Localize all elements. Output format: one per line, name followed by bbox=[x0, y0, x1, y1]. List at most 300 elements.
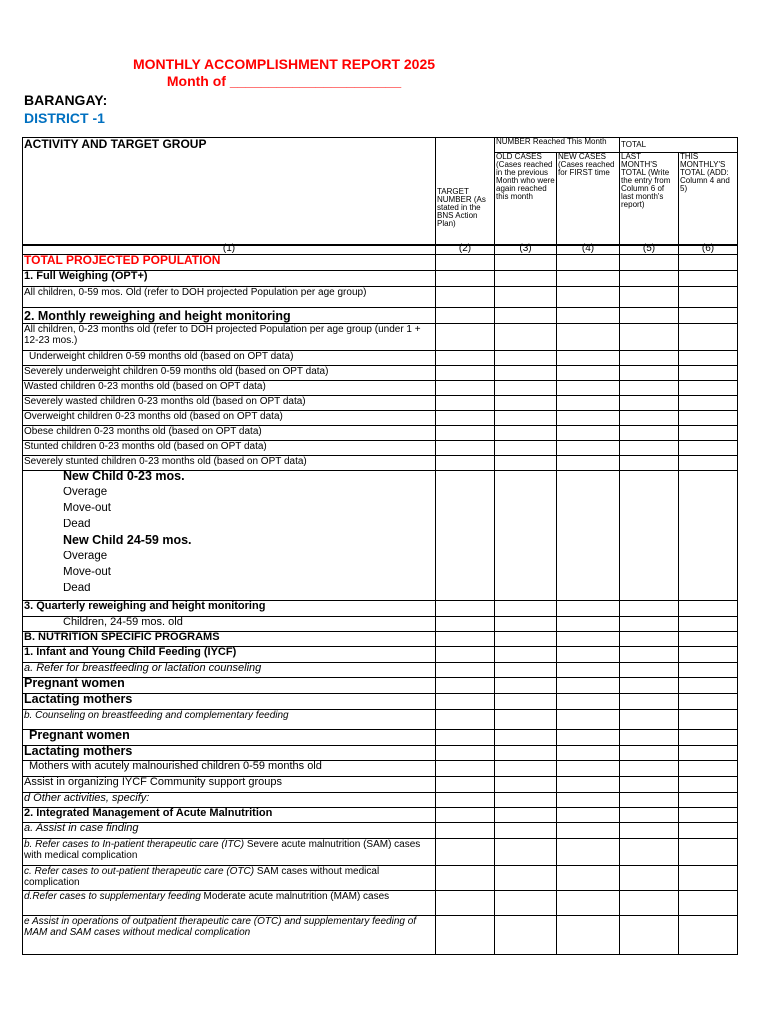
entry-cell[interactable] bbox=[495, 255, 557, 271]
activity-label: Pregnant women bbox=[23, 678, 436, 694]
entry-cell[interactable] bbox=[679, 777, 738, 793]
entry-cell[interactable] bbox=[495, 839, 557, 866]
entry-cell[interactable] bbox=[620, 551, 679, 567]
table-row bbox=[23, 255, 738, 271]
col-number-1: (1) bbox=[23, 237, 436, 254]
entry-cell[interactable] bbox=[436, 351, 495, 366]
table-row bbox=[23, 287, 738, 308]
entry-cell[interactable] bbox=[679, 441, 738, 456]
activity-label: d Other activities, specify: bbox=[23, 793, 436, 808]
entry-cell[interactable] bbox=[679, 678, 738, 694]
entry-cell[interactable] bbox=[620, 839, 679, 866]
entry-cell[interactable] bbox=[620, 567, 679, 583]
barangay-label: BARANGAY: bbox=[24, 92, 108, 108]
entry-cell[interactable] bbox=[620, 503, 679, 519]
activity-label: Obese children 0-23 months old (based on OPT data) bbox=[23, 426, 436, 441]
entry-cell[interactable] bbox=[436, 632, 495, 647]
entry-cell[interactable] bbox=[679, 456, 738, 471]
entry-cell[interactable] bbox=[557, 617, 620, 632]
activity-label: 2. Integrated Management of Acute Malnutrition bbox=[23, 808, 436, 823]
table-row bbox=[23, 426, 738, 441]
entry-cell[interactable] bbox=[436, 678, 495, 694]
entry-cell[interactable] bbox=[436, 487, 495, 503]
entry-cell[interactable] bbox=[620, 583, 679, 601]
entry-cell[interactable] bbox=[620, 694, 679, 710]
table-row bbox=[23, 647, 738, 663]
table-row bbox=[23, 271, 738, 287]
entry-cell[interactable] bbox=[436, 324, 495, 351]
entry-cell[interactable] bbox=[436, 519, 495, 535]
entry-cell[interactable] bbox=[620, 663, 679, 678]
header-total: TOTAL bbox=[620, 138, 738, 153]
entry-cell[interactable] bbox=[557, 503, 620, 519]
col-number-5: (5) bbox=[620, 237, 679, 254]
table-row bbox=[23, 324, 738, 351]
entry-cell[interactable] bbox=[495, 678, 557, 694]
entry-cell[interactable] bbox=[679, 366, 738, 381]
entry-cell[interactable] bbox=[679, 324, 738, 351]
entry-cell[interactable] bbox=[557, 396, 620, 411]
entry-cell[interactable] bbox=[557, 366, 620, 381]
entry-cell[interactable] bbox=[679, 839, 738, 866]
table-row bbox=[23, 567, 738, 583]
table-row bbox=[23, 351, 738, 366]
activity-label-text: SAM cases without medical complication bbox=[24, 866, 380, 888]
activity-label bbox=[23, 891, 436, 916]
table-row bbox=[23, 601, 738, 617]
table-row bbox=[23, 632, 738, 647]
col-number-3: (3) bbox=[495, 237, 557, 254]
table-row bbox=[23, 503, 738, 519]
activity-label: New Child 0-23 mos. bbox=[23, 471, 436, 487]
entry-cell[interactable] bbox=[679, 694, 738, 710]
activity-label: Move-out bbox=[23, 503, 436, 519]
entry-cell[interactable] bbox=[620, 308, 679, 324]
entry-cell[interactable] bbox=[679, 916, 738, 955]
table-row bbox=[23, 411, 738, 426]
entry-cell[interactable] bbox=[557, 471, 620, 487]
entry-cell[interactable] bbox=[495, 866, 557, 891]
entry-cell[interactable] bbox=[495, 287, 557, 308]
entry-cell[interactable] bbox=[495, 535, 557, 551]
entry-cell[interactable] bbox=[557, 663, 620, 678]
entry-cell[interactable] bbox=[436, 891, 495, 916]
entry-cell[interactable] bbox=[620, 456, 679, 471]
entry-cell[interactable] bbox=[620, 632, 679, 647]
entry-cell[interactable] bbox=[495, 746, 557, 761]
entry-cell[interactable] bbox=[620, 487, 679, 503]
entry-cell[interactable] bbox=[495, 411, 557, 426]
entry-cell[interactable] bbox=[557, 456, 620, 471]
activity-label-italic: c. Refer cases to out-patient therapeutic care (OTC) bbox=[24, 866, 257, 877]
entry-cell[interactable] bbox=[436, 411, 495, 426]
entry-cell[interactable] bbox=[620, 647, 679, 663]
activity-rows bbox=[22, 254, 738, 955]
entry-cell[interactable] bbox=[557, 551, 620, 567]
entry-cell[interactable] bbox=[679, 411, 738, 426]
entry-cell[interactable] bbox=[679, 567, 738, 583]
header-this-month: THIS MONTHLY'S TOTAL (ADD: Column 4 and 5) bbox=[679, 153, 738, 245]
entry-cell[interactable] bbox=[436, 503, 495, 519]
entry-cell[interactable] bbox=[436, 287, 495, 308]
activity-label: a. Refer for breastfeeding or lactation counseling bbox=[23, 663, 436, 678]
entry-cell[interactable] bbox=[679, 535, 738, 551]
entry-cell[interactable] bbox=[495, 823, 557, 839]
entry-cell[interactable] bbox=[436, 551, 495, 567]
entry-cell[interactable] bbox=[436, 456, 495, 471]
month-line: Month of ______________________ bbox=[166, 73, 402, 89]
entry-cell[interactable] bbox=[436, 823, 495, 839]
entry-cell[interactable] bbox=[436, 396, 495, 411]
entry-cell[interactable] bbox=[436, 761, 495, 777]
table-row bbox=[23, 793, 738, 808]
entry-cell[interactable] bbox=[495, 730, 557, 746]
entry-cell[interactable] bbox=[679, 271, 738, 287]
entry-cell[interactable] bbox=[620, 730, 679, 746]
entry-cell[interactable] bbox=[679, 891, 738, 916]
entry-cell[interactable] bbox=[495, 761, 557, 777]
table-row bbox=[23, 808, 738, 823]
activity-label: e Assist in operations of outpatient therapeutic care (OTC) and supplementary feeding of MAM and SAM cases without medical complication bbox=[23, 916, 436, 955]
activity-label-text: Severe acute malnutrition (SAM) cases with medical complication bbox=[24, 839, 421, 861]
activity-label: Stunted children 0-23 months old (based on OPT data) bbox=[23, 441, 436, 456]
entry-cell[interactable] bbox=[436, 471, 495, 487]
activity-label: Overage bbox=[23, 487, 436, 503]
table-row bbox=[23, 866, 738, 891]
table-row bbox=[23, 617, 738, 632]
entry-cell[interactable] bbox=[620, 678, 679, 694]
entry-cell[interactable] bbox=[620, 823, 679, 839]
activity-label: Severely underweight children 0-59 months old (based on OPT data) bbox=[23, 366, 436, 381]
table-row bbox=[23, 308, 738, 324]
entry-cell[interactable] bbox=[495, 366, 557, 381]
entry-cell[interactable] bbox=[557, 601, 620, 617]
entry-cell[interactable] bbox=[679, 632, 738, 647]
entry-cell[interactable] bbox=[620, 808, 679, 823]
entry-cell[interactable] bbox=[557, 916, 620, 955]
entry-cell[interactable] bbox=[436, 793, 495, 808]
table-row bbox=[23, 535, 738, 551]
table-row bbox=[23, 746, 738, 761]
header-target: TARGET NUMBER (As stated in the BNS Action Plan) bbox=[436, 138, 495, 245]
header-activity: ACTIVITY AND TARGET GROUP bbox=[23, 138, 436, 245]
activity-label-text: Moderate acute malnutrition (MAM) cases bbox=[203, 891, 390, 902]
entry-cell[interactable] bbox=[557, 271, 620, 287]
table-row bbox=[23, 381, 738, 396]
entry-cell[interactable] bbox=[495, 471, 557, 487]
entry-cell[interactable] bbox=[495, 551, 557, 567]
entry-cell[interactable] bbox=[436, 255, 495, 271]
entry-cell[interactable] bbox=[557, 583, 620, 601]
entry-cell[interactable] bbox=[557, 808, 620, 823]
activity-label: Children, 24-59 mos. old bbox=[23, 617, 436, 632]
activity-label: Lactating mothers bbox=[23, 694, 436, 710]
activity-label: Move-out bbox=[23, 567, 436, 583]
entry-cell[interactable] bbox=[679, 663, 738, 678]
entry-cell[interactable] bbox=[679, 710, 738, 730]
entry-cell[interactable] bbox=[436, 710, 495, 730]
entry-cell[interactable] bbox=[679, 583, 738, 601]
report-title: MONTHLY ACCOMPLISHMENT REPORT 2025 bbox=[132, 56, 436, 72]
col-number-6: (6) bbox=[679, 237, 738, 254]
table-row bbox=[23, 823, 738, 839]
entry-cell[interactable] bbox=[557, 535, 620, 551]
entry-cell[interactable] bbox=[436, 866, 495, 891]
entry-cell[interactable] bbox=[495, 916, 557, 955]
entry-cell[interactable] bbox=[557, 761, 620, 777]
activity-label: All children, 0-23 months old (refer to DOH projected Population per age group (under 1 + 12-23 mos.) bbox=[23, 324, 436, 351]
entry-cell[interactable] bbox=[679, 255, 738, 271]
entry-cell[interactable] bbox=[620, 381, 679, 396]
entry-cell[interactable] bbox=[557, 823, 620, 839]
activity-label: B. NUTRITION SPECIFIC PROGRAMS bbox=[23, 632, 436, 647]
entry-cell[interactable] bbox=[495, 351, 557, 366]
table-row bbox=[23, 396, 738, 411]
entry-cell[interactable] bbox=[620, 471, 679, 487]
table-row bbox=[23, 678, 738, 694]
entry-cell[interactable] bbox=[436, 271, 495, 287]
entry-cell[interactable] bbox=[495, 583, 557, 601]
activity-label bbox=[23, 866, 436, 891]
entry-cell[interactable] bbox=[436, 308, 495, 324]
entry-cell[interactable] bbox=[620, 710, 679, 730]
entry-cell[interactable] bbox=[620, 271, 679, 287]
entry-cell[interactable] bbox=[495, 441, 557, 456]
entry-cell[interactable] bbox=[679, 308, 738, 324]
table-row bbox=[23, 441, 738, 456]
entry-cell[interactable] bbox=[557, 381, 620, 396]
entry-cell[interactable] bbox=[436, 535, 495, 551]
entry-cell[interactable] bbox=[495, 324, 557, 351]
entry-cell[interactable] bbox=[495, 426, 557, 441]
entry-cell[interactable] bbox=[620, 601, 679, 617]
entry-cell[interactable] bbox=[557, 255, 620, 271]
entry-cell[interactable] bbox=[557, 710, 620, 730]
entry-cell[interactable] bbox=[620, 324, 679, 351]
entry-cell[interactable] bbox=[557, 411, 620, 426]
entry-cell[interactable] bbox=[557, 426, 620, 441]
entry-cell[interactable] bbox=[620, 426, 679, 441]
entry-cell[interactable] bbox=[495, 567, 557, 583]
entry-cell[interactable] bbox=[620, 255, 679, 271]
activity-label: New Child 24-59 mos. bbox=[23, 535, 436, 551]
entry-cell[interactable] bbox=[679, 793, 738, 808]
entry-cell[interactable] bbox=[679, 287, 738, 308]
entry-cell[interactable] bbox=[557, 567, 620, 583]
entry-cell[interactable] bbox=[495, 777, 557, 793]
table-row bbox=[23, 777, 738, 793]
entry-cell[interactable] bbox=[557, 694, 620, 710]
entry-cell[interactable] bbox=[679, 487, 738, 503]
entry-cell[interactable] bbox=[436, 694, 495, 710]
entry-cell[interactable] bbox=[557, 287, 620, 308]
entry-cell[interactable] bbox=[679, 351, 738, 366]
activity-label-italic: b. Refer cases to In-patient therapeutic care (ITC) bbox=[24, 839, 247, 850]
entry-cell[interactable] bbox=[557, 678, 620, 694]
entry-cell[interactable] bbox=[436, 730, 495, 746]
entry-cell[interactable] bbox=[620, 535, 679, 551]
entry-cell[interactable] bbox=[620, 916, 679, 955]
entry-cell[interactable] bbox=[436, 381, 495, 396]
entry-cell[interactable] bbox=[679, 761, 738, 777]
entry-cell[interactable] bbox=[557, 777, 620, 793]
entry-cell[interactable] bbox=[436, 647, 495, 663]
entry-cell[interactable] bbox=[557, 324, 620, 351]
entry-cell[interactable] bbox=[557, 793, 620, 808]
entry-cell[interactable] bbox=[679, 426, 738, 441]
activity-label: a. Assist in case finding bbox=[23, 823, 436, 839]
entry-cell[interactable] bbox=[436, 777, 495, 793]
entry-cell[interactable] bbox=[679, 730, 738, 746]
table-row bbox=[23, 916, 738, 955]
table-row bbox=[23, 519, 738, 535]
entry-cell[interactable] bbox=[495, 647, 557, 663]
entry-cell[interactable] bbox=[679, 601, 738, 617]
entry-cell[interactable] bbox=[620, 411, 679, 426]
entry-cell[interactable] bbox=[620, 866, 679, 891]
entry-cell[interactable] bbox=[495, 710, 557, 730]
entry-cell[interactable] bbox=[620, 366, 679, 381]
entry-cell[interactable] bbox=[620, 441, 679, 456]
header-new-cases: NEW CASES (Cases reached for FIRST time bbox=[557, 153, 620, 245]
entry-cell[interactable] bbox=[436, 746, 495, 761]
table-row bbox=[23, 551, 738, 567]
activity-label: 1. Infant and Young Child Feeding (IYCF) bbox=[23, 647, 436, 663]
entry-cell[interactable] bbox=[557, 487, 620, 503]
activity-label: 1. Full Weighing (OPT+) bbox=[23, 271, 436, 287]
entry-cell[interactable] bbox=[495, 617, 557, 632]
entry-cell[interactable] bbox=[557, 891, 620, 916]
activity-label: TOTAL PROJECTED POPULATION bbox=[23, 255, 436, 271]
entry-cell[interactable] bbox=[557, 351, 620, 366]
entry-cell[interactable] bbox=[679, 866, 738, 891]
table-row bbox=[23, 366, 738, 381]
report-table bbox=[22, 137, 738, 246]
entry-cell[interactable] bbox=[436, 441, 495, 456]
entry-cell[interactable] bbox=[679, 396, 738, 411]
entry-cell[interactable] bbox=[620, 746, 679, 761]
entry-cell[interactable] bbox=[620, 519, 679, 535]
table-row bbox=[23, 761, 738, 777]
table-row bbox=[23, 891, 738, 916]
entry-cell[interactable] bbox=[495, 808, 557, 823]
entry-cell[interactable] bbox=[679, 617, 738, 632]
table-row bbox=[23, 839, 738, 866]
entry-cell[interactable] bbox=[620, 287, 679, 308]
entry-cell[interactable] bbox=[495, 891, 557, 916]
table-row bbox=[23, 730, 738, 746]
entry-cell[interactable] bbox=[679, 808, 738, 823]
entry-cell[interactable] bbox=[436, 583, 495, 601]
activity-label: 2. Monthly reweighing and height monitoring bbox=[23, 308, 436, 324]
entry-cell[interactable] bbox=[557, 866, 620, 891]
entry-cell[interactable] bbox=[620, 793, 679, 808]
entry-cell[interactable] bbox=[679, 471, 738, 487]
activity-label-italic: d.Refer cases to supplementary feeding bbox=[24, 891, 204, 902]
entry-cell[interactable] bbox=[495, 308, 557, 324]
entry-cell[interactable] bbox=[436, 426, 495, 441]
header-last-month: LAST MONTH'S TOTAL (Write the entry from Column 6 of last month's report) bbox=[620, 153, 679, 245]
entry-cell[interactable] bbox=[436, 617, 495, 632]
entry-cell[interactable] bbox=[495, 456, 557, 471]
entry-cell[interactable] bbox=[557, 730, 620, 746]
entry-cell[interactable] bbox=[679, 503, 738, 519]
entry-cell[interactable] bbox=[495, 381, 557, 396]
entry-cell[interactable] bbox=[557, 839, 620, 866]
header-old-cases: OLD CASES (Cases reached in the previous Month who were again reached this month bbox=[495, 153, 557, 245]
activity-label: Assist in organizing IYCF Community support groups bbox=[23, 777, 436, 793]
entry-cell[interactable] bbox=[436, 567, 495, 583]
entry-cell[interactable] bbox=[495, 632, 557, 647]
entry-cell[interactable] bbox=[436, 601, 495, 617]
entry-cell[interactable] bbox=[557, 519, 620, 535]
entry-cell[interactable] bbox=[557, 632, 620, 647]
activity-label: Dead bbox=[23, 519, 436, 535]
entry-cell[interactable] bbox=[495, 601, 557, 617]
entry-cell[interactable] bbox=[495, 519, 557, 535]
table-row bbox=[23, 583, 738, 601]
activity-label bbox=[23, 839, 436, 866]
entry-cell[interactable] bbox=[436, 808, 495, 823]
activity-label: Underweight children 0-59 months old (based on OPT data) bbox=[23, 351, 436, 366]
activity-label: Severely stunted children 0-23 months old (based on OPT data) bbox=[23, 456, 436, 471]
entry-cell[interactable] bbox=[557, 441, 620, 456]
entry-cell[interactable] bbox=[436, 916, 495, 955]
entry-cell[interactable] bbox=[620, 777, 679, 793]
entry-cell[interactable] bbox=[620, 761, 679, 777]
entry-cell[interactable] bbox=[557, 746, 620, 761]
entry-cell[interactable] bbox=[495, 663, 557, 678]
entry-cell[interactable] bbox=[620, 396, 679, 411]
header-reached: NUMBER Reached This Month bbox=[495, 138, 620, 153]
entry-cell[interactable] bbox=[620, 351, 679, 366]
entry-cell[interactable] bbox=[495, 694, 557, 710]
district-label: DISTRICT -1 bbox=[24, 110, 105, 126]
activity-label: Overweight children 0-23 months old (based on OPT data) bbox=[23, 411, 436, 426]
activity-label: Lactating mothers bbox=[23, 746, 436, 761]
entry-cell[interactable] bbox=[557, 647, 620, 663]
entry-cell[interactable] bbox=[557, 308, 620, 324]
entry-cell[interactable] bbox=[495, 793, 557, 808]
entry-cell[interactable] bbox=[620, 891, 679, 916]
entry-cell[interactable] bbox=[436, 366, 495, 381]
entry-cell[interactable] bbox=[679, 746, 738, 761]
activity-label: Wasted children 0-23 months old (based on OPT data) bbox=[23, 381, 436, 396]
entry-cell[interactable] bbox=[436, 663, 495, 678]
entry-cell[interactable] bbox=[620, 617, 679, 632]
entry-cell[interactable] bbox=[436, 839, 495, 866]
col-number-2: (2) bbox=[436, 237, 495, 254]
entry-cell[interactable] bbox=[495, 271, 557, 287]
entry-cell[interactable] bbox=[495, 396, 557, 411]
col-number-4: (4) bbox=[557, 237, 620, 254]
entry-cell[interactable] bbox=[679, 519, 738, 535]
activity-label: All children, 0-59 mos. Old (refer to DOH projected Population per age group) bbox=[23, 287, 436, 308]
column-number-row bbox=[22, 237, 738, 255]
entry-cell[interactable] bbox=[679, 551, 738, 567]
entry-cell[interactable] bbox=[495, 503, 557, 519]
activity-label: b. Counseling on breastfeeding and complementary feeding bbox=[23, 710, 436, 730]
table-row bbox=[23, 663, 738, 678]
entry-cell[interactable] bbox=[679, 823, 738, 839]
entry-cell[interactable] bbox=[679, 647, 738, 663]
entry-cell[interactable] bbox=[495, 487, 557, 503]
table-row bbox=[23, 487, 738, 503]
activity-label: 3. Quarterly reweighing and height monitoring bbox=[23, 601, 436, 617]
activity-label: Overage bbox=[23, 551, 436, 567]
activity-label: Pregnant women bbox=[23, 730, 436, 746]
entry-cell[interactable] bbox=[679, 381, 738, 396]
